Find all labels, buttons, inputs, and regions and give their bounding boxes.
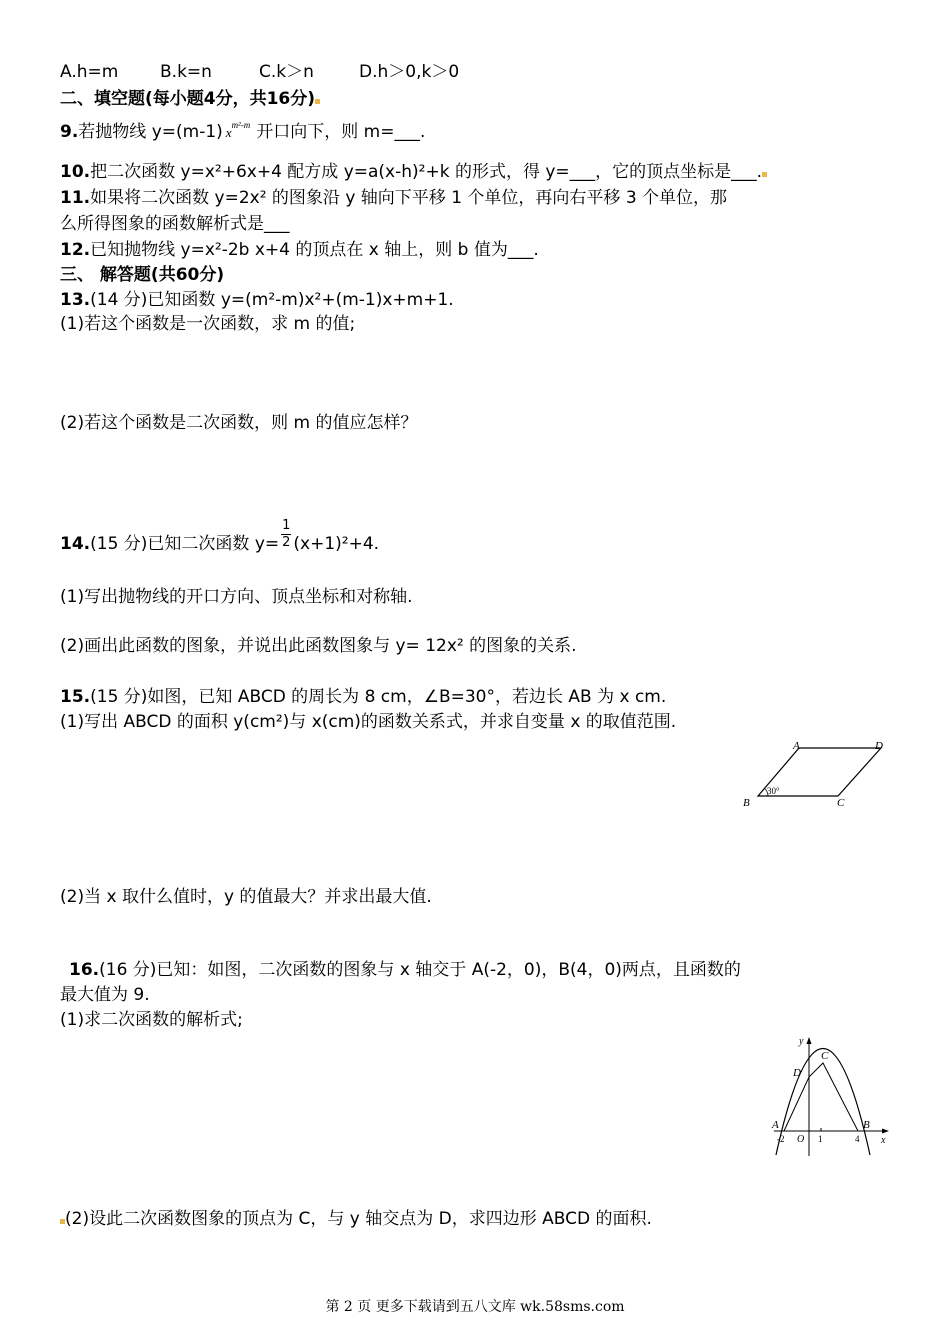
question-14-pre: (15 分)已知二次函数 y= [90, 534, 280, 554]
axis-label-x: x [881, 1135, 886, 1146]
question-13-part-1: (1)若这个函数是一次函数，求 m 的值; [60, 314, 356, 334]
question-9 [60, 120, 425, 145]
question-9-post: 开口向下，则 m=___. [256, 122, 426, 142]
question-11-number: 11. [60, 188, 91, 208]
question-16-line-2: 最大值为 9. [60, 985, 150, 1005]
fraction-numerator: 1 [282, 517, 291, 533]
section-fill-in-heading [60, 87, 320, 111]
question-15-stem [60, 685, 666, 709]
question-14-part-2: (2)画出此函数的图象，并说出此函数图象与 y= 12x² 的图象的关系. [60, 636, 577, 656]
question-11-text-2: 么所得图象的函数解析式是___ [60, 214, 290, 234]
option-c: C.k＞n [259, 62, 314, 82]
question-10-text: 把二次函数 y=x²+6x+4 配方成 y=a(x-h)²+k 的形式，得 y=___，它的顶点坐标是___. [90, 162, 763, 182]
question-12-number: 12. [60, 240, 91, 260]
question-13-part-2: (2)若这个函数是二次函数，则 m 的值应怎样？ [60, 413, 418, 433]
x-axis-arrow-icon [882, 1129, 889, 1134]
point-label-b: B [863, 1119, 870, 1131]
edit-mark-icon [315, 99, 320, 104]
section-fill-in-title: 二、填空题(每小题4分，共16分) [60, 89, 316, 109]
point-label-d: D [793, 1067, 801, 1079]
question-15-stem-text: (15 分)如图，已知 ABCD 的周长为 8 cm，∠B=30°，若边长 AB 为 x cm. [90, 687, 667, 707]
y-axis-arrow-icon [807, 1037, 812, 1044]
question-11-text-1: 如果将二次函数 y=2x² 的图象沿 y 轴向下平移 1 个单位，再向右平移 3 个单位，那 [90, 188, 728, 208]
question-13-stem-text: (14 分)已知函数 y=(m²-m)x²+(m-1)x+m+1. [90, 290, 454, 310]
point-label-c: C [821, 1050, 829, 1062]
parabola-figure [768, 1030, 894, 1160]
question-12 [60, 238, 539, 262]
angle-label: 30° [767, 786, 780, 796]
question-9-pre: 若抛物线 y=(m-1) [78, 122, 223, 142]
section-solve-title: 三、 解答题(共60分) [60, 265, 225, 285]
axis-label-y: y [799, 1036, 804, 1047]
question-12-text: 已知抛物线 y=x²-2b x+4 的顶点在 x 轴上，则 b 值为___. [90, 240, 539, 260]
section-solve-heading [60, 263, 224, 287]
fraction-denominator: 2 [282, 534, 291, 550]
origin-label: O [797, 1134, 805, 1145]
tick-label-4: 4 [855, 1134, 860, 1144]
fraction-one-half [281, 518, 291, 551]
question-16-line-1 [60, 958, 741, 982]
question-16-part-1: (1)求二次函数的解析式; [60, 1010, 243, 1030]
question-16-part-2 [60, 1207, 652, 1231]
question-14-part-1: (1)写出抛物线的开口方向、顶点坐标和对称轴. [60, 587, 413, 607]
label-b: B [743, 797, 750, 809]
question-16-part-2-text: (2)设此二次函数图象的顶点为 C，与 y 轴交点为 D，求四边形 ABCD 的面积. [65, 1209, 652, 1229]
question-10-number: 10. [60, 162, 91, 182]
question-14-number: 14. [60, 534, 91, 554]
tick-label-minus-2: -2 [777, 1134, 785, 1144]
page-footer: 第 2 页 更多下载请到五八文库 wk.58sms.com [325, 1299, 625, 1315]
question-9-exponent: m²-m [231, 120, 251, 130]
label-d: D [875, 740, 883, 752]
option-b: B.k=n [160, 62, 212, 82]
question-16-text-1: (16 分)已知：如图，二次函数的图象与 x 轴交于 A(-2，0)，B(4，0)两点，且函数的 [99, 960, 741, 980]
question-9-base: x [225, 125, 232, 140]
option-d: D.h＞0,k＞0 [359, 62, 460, 82]
label-a: A [793, 740, 800, 752]
question-11-line-1 [60, 186, 727, 210]
question-11-line-2 [60, 212, 290, 236]
question-15-part-1: (1)写出 ABCD 的面积 y(cm²)与 x(cm)的函数关系式，并求自变量 x 的取值范围. [60, 712, 677, 732]
tick-label-1: 1 [818, 1134, 823, 1144]
question-13-stem [60, 288, 454, 312]
parallelogram-figure [735, 736, 915, 812]
question-9-number: 9. [60, 122, 79, 142]
question-14-post: (x+1)²+4. [293, 534, 380, 554]
question-14-stem [60, 517, 380, 564]
question-16-number: 16. [69, 960, 100, 980]
edit-mark-icon [762, 172, 767, 177]
question-10 [60, 160, 767, 184]
label-c: C [837, 797, 845, 809]
question-13-number: 13. [60, 290, 91, 310]
option-a: A.h=m [60, 62, 119, 82]
question-15-part-2: (2)当 x 取什么值时，y 的值最大？并求出最大值. [60, 887, 432, 907]
point-label-a: A [772, 1119, 779, 1131]
question-15-number: 15. [60, 687, 91, 707]
